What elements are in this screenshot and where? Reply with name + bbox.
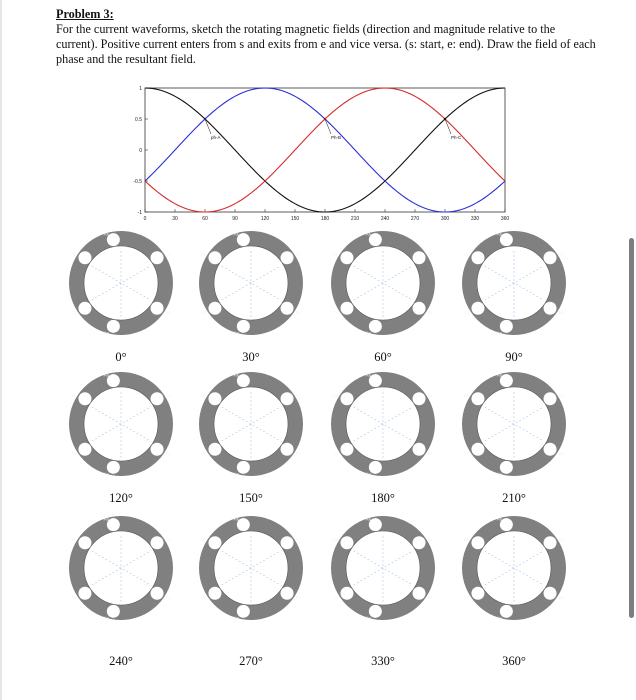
slot-label: Ce <box>558 393 564 399</box>
stator-slot <box>107 374 120 387</box>
slot-label: Bs <box>295 450 301 456</box>
stator-slot <box>471 587 484 600</box>
stator-slot <box>237 518 250 531</box>
stator-slot <box>544 536 557 549</box>
stator-slot <box>471 302 484 315</box>
slot-label: Bs <box>427 309 433 315</box>
stator-slot <box>151 302 164 315</box>
stator-diagram <box>331 516 435 621</box>
angle-label: 360° <box>502 654 526 668</box>
slot-label: Ae <box>365 615 371 621</box>
slot-label: As <box>103 516 109 522</box>
stator-slot <box>281 251 294 264</box>
stator-slot <box>208 587 221 600</box>
slot-label: Ae <box>103 471 109 477</box>
stator-slot <box>544 251 557 264</box>
slot-label: Cs <box>333 309 339 315</box>
stator-slot <box>471 251 484 264</box>
y-tick-label: 0 <box>139 148 142 154</box>
stator-slot <box>208 443 221 456</box>
stator-slot <box>340 536 353 549</box>
stator-diagram <box>462 231 566 336</box>
stator-slot <box>544 302 557 315</box>
stator-slot <box>208 392 221 405</box>
slot-label: Ae <box>103 615 109 621</box>
annotation-label: Ph-B <box>331 135 342 140</box>
slot-label: Ae <box>365 330 371 336</box>
slot-label: Be <box>333 537 339 543</box>
slot-label: As <box>233 372 239 378</box>
stator-diagram <box>462 372 566 477</box>
slot-label: As <box>103 231 109 237</box>
slot-label: Ce <box>558 252 564 258</box>
slot-label: Ae <box>233 471 239 477</box>
angle-label: 270° <box>239 654 263 668</box>
slot-label: Be <box>464 537 470 543</box>
problem-text: For the current waveforms, sketch the rotating magnetic fields (direction and magnitude relative to the current). Positive current enters from s and exits from e and vice versa. (s: start, e: end). Draw the field of each phase and the resultant field. <box>56 22 596 66</box>
stator-slot <box>151 392 164 405</box>
angle-label: 90° <box>505 350 523 364</box>
slot-label: Cs <box>464 594 470 600</box>
stator-slot <box>369 233 382 246</box>
stator-slot <box>78 392 91 405</box>
slot-label: Cs <box>333 594 339 600</box>
stator-diagram <box>199 516 303 621</box>
stator-slot <box>471 392 484 405</box>
stator-slot <box>340 443 353 456</box>
x-tick-label: 90 <box>232 216 238 222</box>
stator-slot <box>413 536 426 549</box>
angle-label: 150° <box>239 491 263 505</box>
slot-label: Be <box>71 252 77 258</box>
slot-label: Ce <box>295 252 301 258</box>
x-tick-label: 120 <box>260 216 270 222</box>
slot-label: Ce <box>165 252 171 258</box>
slot-label: As <box>233 516 239 522</box>
stator-slot <box>369 374 382 387</box>
x-tick-label: 60 <box>202 216 208 222</box>
slot-label: Ae <box>496 615 502 621</box>
slot-label: Cs <box>71 309 77 315</box>
stator-slot <box>107 518 120 531</box>
stator-slot <box>413 392 426 405</box>
annotation-label: Ph-C <box>451 135 462 140</box>
slot-label: Bs <box>165 450 171 456</box>
slot-label: Ce <box>427 393 433 399</box>
stator-slot <box>281 536 294 549</box>
y-tick-label: 1 <box>139 86 142 92</box>
stator-slot <box>340 587 353 600</box>
x-tick-label: 180 <box>320 216 330 222</box>
stator-slot <box>208 536 221 549</box>
angle-label: 120° <box>109 491 133 505</box>
y-tick-label: -0.5 <box>133 179 142 185</box>
angle-label: 210° <box>502 491 526 505</box>
stator-slot <box>281 587 294 600</box>
slot-label: Bs <box>295 309 301 315</box>
x-tick-label: 210 <box>350 216 360 222</box>
slot-label: Cs <box>71 594 77 600</box>
slot-label: Cs <box>201 450 207 456</box>
slot-label: Cs <box>201 594 207 600</box>
stator-slot <box>544 443 557 456</box>
stator-diagram <box>69 231 173 336</box>
x-tick-label: 240 <box>380 216 390 222</box>
x-tick-label: 0 <box>143 216 147 222</box>
stator-diagram <box>331 372 435 477</box>
x-tick-label: 270 <box>410 216 420 222</box>
slot-label: Ae <box>496 330 502 336</box>
slot-label: Be <box>333 393 339 399</box>
slot-label: Bs <box>165 594 171 600</box>
slot-label: Be <box>71 537 77 543</box>
stator-slot <box>340 302 353 315</box>
stator-slot <box>151 587 164 600</box>
stator-slot <box>208 251 221 264</box>
slot-label: Be <box>71 393 77 399</box>
slot-label: Bs <box>165 309 171 315</box>
problem-heading: Problem 3: <box>56 7 114 21</box>
angle-label: 330° <box>371 654 395 668</box>
stator-diagram <box>69 516 173 621</box>
slot-label: Be <box>201 537 207 543</box>
slot-label: As <box>365 231 371 237</box>
stator-slot <box>78 587 91 600</box>
stator-slot <box>78 251 91 264</box>
y-tick-label: 0.5 <box>135 117 142 123</box>
slot-label: Cs <box>201 309 207 315</box>
stator-slot <box>208 302 221 315</box>
stator-slot <box>500 233 513 246</box>
slot-label: Cs <box>464 450 470 456</box>
stator-slot <box>471 443 484 456</box>
slot-label: Ae <box>233 330 239 336</box>
slot-label: Ae <box>496 471 502 477</box>
angle-label: 0° <box>115 350 127 364</box>
x-tick-label: 330 <box>470 216 480 222</box>
slot-label: Cs <box>333 450 339 456</box>
slot-label: Be <box>333 252 339 258</box>
slot-label: Bs <box>558 594 564 600</box>
slot-label: As <box>365 516 371 522</box>
slot-label: As <box>365 372 371 378</box>
y-tick-label: -1 <box>137 210 142 216</box>
stator-slot <box>151 251 164 264</box>
stator-slot <box>500 374 513 387</box>
slot-label: Ce <box>295 393 301 399</box>
stator-slot <box>413 302 426 315</box>
stator-diagram <box>69 372 173 477</box>
stator-slot <box>107 233 120 246</box>
slot-label: As <box>496 372 502 378</box>
slot-label: Ae <box>233 615 239 621</box>
stator-slot <box>413 587 426 600</box>
annotation-label: ph-A <box>211 135 221 140</box>
angle-label: 240° <box>109 654 133 668</box>
slot-label: Ce <box>427 537 433 543</box>
slot-label: As <box>103 372 109 378</box>
x-tick-label: 300 <box>440 216 450 222</box>
stator-slot <box>369 518 382 531</box>
x-tick-label: 150 <box>290 216 300 222</box>
slot-label: Ae <box>365 471 371 477</box>
slot-label: Ae <box>103 330 109 336</box>
stator-slot <box>500 518 513 531</box>
stator-slot <box>78 536 91 549</box>
slot-label: Ce <box>427 252 433 258</box>
x-tick-label: 30 <box>172 216 178 222</box>
slot-label: As <box>496 516 502 522</box>
slot-label: As <box>233 231 239 237</box>
slot-label: Be <box>201 252 207 258</box>
stator-slot <box>281 392 294 405</box>
slot-label: As <box>496 231 502 237</box>
stator-slot <box>544 587 557 600</box>
stator-slot <box>281 302 294 315</box>
stator-slot <box>151 536 164 549</box>
stator-diagram <box>462 516 566 621</box>
stator-diagram <box>199 372 303 477</box>
stator-slot <box>544 392 557 405</box>
stator-slot <box>78 443 91 456</box>
slot-label: Bs <box>427 450 433 456</box>
slot-label: Ce <box>165 393 171 399</box>
x-tick-label: 360 <box>500 216 510 222</box>
stator-slot <box>340 392 353 405</box>
slot-label: Cs <box>71 450 77 456</box>
stator-slot <box>237 233 250 246</box>
slot-label: Cs <box>464 309 470 315</box>
stator-slot <box>340 251 353 264</box>
slot-label: Ce <box>558 537 564 543</box>
angle-label: 180° <box>371 491 395 505</box>
slot-label: Ce <box>295 537 301 543</box>
slot-label: Bs <box>558 309 564 315</box>
stator-diagram <box>199 231 303 336</box>
angle-label: 30° <box>242 350 260 364</box>
stator-slot <box>413 251 426 264</box>
slot-label: Bs <box>558 450 564 456</box>
slot-label: Be <box>464 393 470 399</box>
stator-slot <box>471 536 484 549</box>
stator-slot <box>281 443 294 456</box>
stator-slot <box>237 374 250 387</box>
stator-slot <box>413 443 426 456</box>
slot-label: Bs <box>427 594 433 600</box>
angle-label: 60° <box>374 350 392 364</box>
slot-label: Be <box>464 252 470 258</box>
slot-label: Be <box>201 393 207 399</box>
slot-label: Ce <box>165 537 171 543</box>
slot-label: Bs <box>295 594 301 600</box>
stator-diagram <box>331 231 435 336</box>
stator-slot <box>151 443 164 456</box>
stator-slot <box>78 302 91 315</box>
